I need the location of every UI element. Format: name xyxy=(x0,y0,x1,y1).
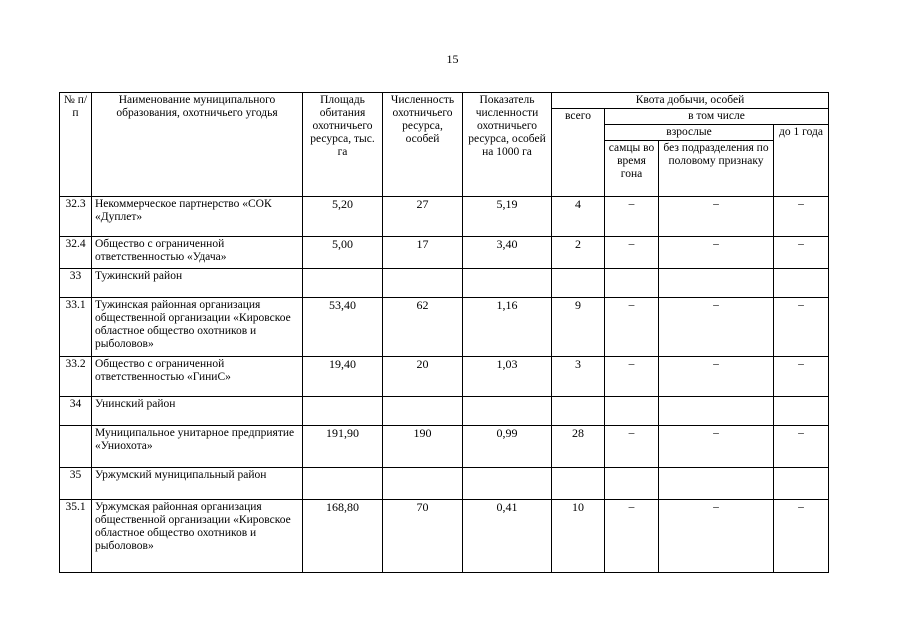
row-area: 5,00 xyxy=(303,237,383,269)
row-young xyxy=(774,269,829,298)
row-density: 0,41 xyxy=(463,500,552,573)
row-name: Тужинская районная организация общественной организации «Кировское областное общество охотников и рыболовов» xyxy=(92,298,303,357)
row-name: Уржумская районная организация общественной организации «Кировское областное общество охотников и рыболовов» xyxy=(92,500,303,573)
row-young: – xyxy=(774,500,829,573)
header-count: Численность охотничьего ресурса, особей xyxy=(383,93,463,197)
row-males xyxy=(605,397,659,426)
row-area: 168,80 xyxy=(303,500,383,573)
row-area xyxy=(303,397,383,426)
row-name: Тужинский район xyxy=(92,269,303,298)
row-nosex: – xyxy=(659,197,774,237)
row-nosex: – xyxy=(659,426,774,468)
row-number: 33.1 xyxy=(60,298,92,357)
header-males: самцы во время гона xyxy=(605,141,659,197)
row-name: Общество с ограниченной ответственностью «Удача» xyxy=(92,237,303,269)
row-number: 33 xyxy=(60,269,92,298)
row-number: 34 xyxy=(60,397,92,426)
row-density xyxy=(463,468,552,500)
row-number: 32.4 xyxy=(60,237,92,269)
row-total: 3 xyxy=(552,357,605,397)
row-count xyxy=(383,397,463,426)
table-row xyxy=(60,426,829,468)
header-adults: взрослые xyxy=(605,125,774,141)
header-area: Площадь обитания охотничьего ресурса, тыс. га xyxy=(303,93,383,197)
row-number: 35.1 xyxy=(60,500,92,573)
table-row xyxy=(60,237,829,269)
header-total: всего xyxy=(552,109,605,197)
row-name: Общество с ограниченной ответственностью «ГиниС» xyxy=(92,357,303,397)
row-count: 20 xyxy=(383,357,463,397)
row-males: – xyxy=(605,298,659,357)
row-name: Муниципальное унитарное предприятие «Униохота» xyxy=(92,426,303,468)
row-young xyxy=(774,468,829,500)
row-count: 190 xyxy=(383,426,463,468)
row-total xyxy=(552,269,605,298)
row-total: 28 xyxy=(552,426,605,468)
row-density: 1,03 xyxy=(463,357,552,397)
row-nosex: – xyxy=(659,500,774,573)
header-nosex: без подразделения по половому признаку xyxy=(659,141,774,197)
row-young: – xyxy=(774,197,829,237)
row-count xyxy=(383,269,463,298)
header-young: до 1 года xyxy=(774,125,829,197)
table-row xyxy=(60,500,829,573)
row-young xyxy=(774,397,829,426)
row-name: Некоммерческое партнерство «СОК «Дуплет» xyxy=(92,197,303,237)
quota-table xyxy=(59,92,829,573)
row-name: Унинский район xyxy=(92,397,303,426)
header-quota: Квота добычи, особей xyxy=(552,93,829,109)
row-density: 1,16 xyxy=(463,298,552,357)
row-total xyxy=(552,397,605,426)
row-males: – xyxy=(605,426,659,468)
row-males: – xyxy=(605,237,659,269)
row-area: 191,90 xyxy=(303,426,383,468)
row-young: – xyxy=(774,237,829,269)
row-number xyxy=(60,426,92,468)
page-number: 15 xyxy=(446,52,459,66)
row-males xyxy=(605,468,659,500)
row-males xyxy=(605,269,659,298)
row-density: 3,40 xyxy=(463,237,552,269)
row-density xyxy=(463,269,552,298)
row-count: 17 xyxy=(383,237,463,269)
row-total: 10 xyxy=(552,500,605,573)
row-area: 53,40 xyxy=(303,298,383,357)
header-num: № п/п xyxy=(60,93,92,197)
row-area: 5,20 xyxy=(303,197,383,237)
row-males: – xyxy=(605,500,659,573)
row-count: 62 xyxy=(383,298,463,357)
table-row xyxy=(60,468,829,500)
row-density: 5,19 xyxy=(463,197,552,237)
row-name: Уржумский муниципальный район xyxy=(92,468,303,500)
row-area xyxy=(303,269,383,298)
row-nosex xyxy=(659,397,774,426)
row-density xyxy=(463,397,552,426)
row-number: 33.2 xyxy=(60,357,92,397)
row-number: 32.3 xyxy=(60,197,92,237)
header-density: Показатель численности охотничьего ресурса, особей на 1000 га xyxy=(463,93,552,197)
row-young: – xyxy=(774,426,829,468)
row-area: 19,40 xyxy=(303,357,383,397)
row-density: 0,99 xyxy=(463,426,552,468)
row-total: 9 xyxy=(552,298,605,357)
table-row xyxy=(60,269,829,298)
table-row xyxy=(60,197,829,237)
row-total: 2 xyxy=(552,237,605,269)
row-count xyxy=(383,468,463,500)
row-nosex: – xyxy=(659,298,774,357)
header-name: Наименование муниципального образования, охотничьего угодья xyxy=(92,93,303,197)
row-total: 4 xyxy=(552,197,605,237)
row-count: 27 xyxy=(383,197,463,237)
row-count: 70 xyxy=(383,500,463,573)
table-row xyxy=(60,397,829,426)
header-including: в том числе xyxy=(605,109,829,125)
row-nosex: – xyxy=(659,357,774,397)
row-males: – xyxy=(605,357,659,397)
row-young: – xyxy=(774,357,829,397)
row-males: – xyxy=(605,197,659,237)
table-row xyxy=(60,298,829,357)
row-number: 35 xyxy=(60,468,92,500)
row-young: – xyxy=(774,298,829,357)
header-row-1 xyxy=(60,93,829,109)
row-total xyxy=(552,468,605,500)
row-nosex xyxy=(659,269,774,298)
row-area xyxy=(303,468,383,500)
row-nosex: – xyxy=(659,237,774,269)
row-nosex xyxy=(659,468,774,500)
table-row xyxy=(60,357,829,397)
